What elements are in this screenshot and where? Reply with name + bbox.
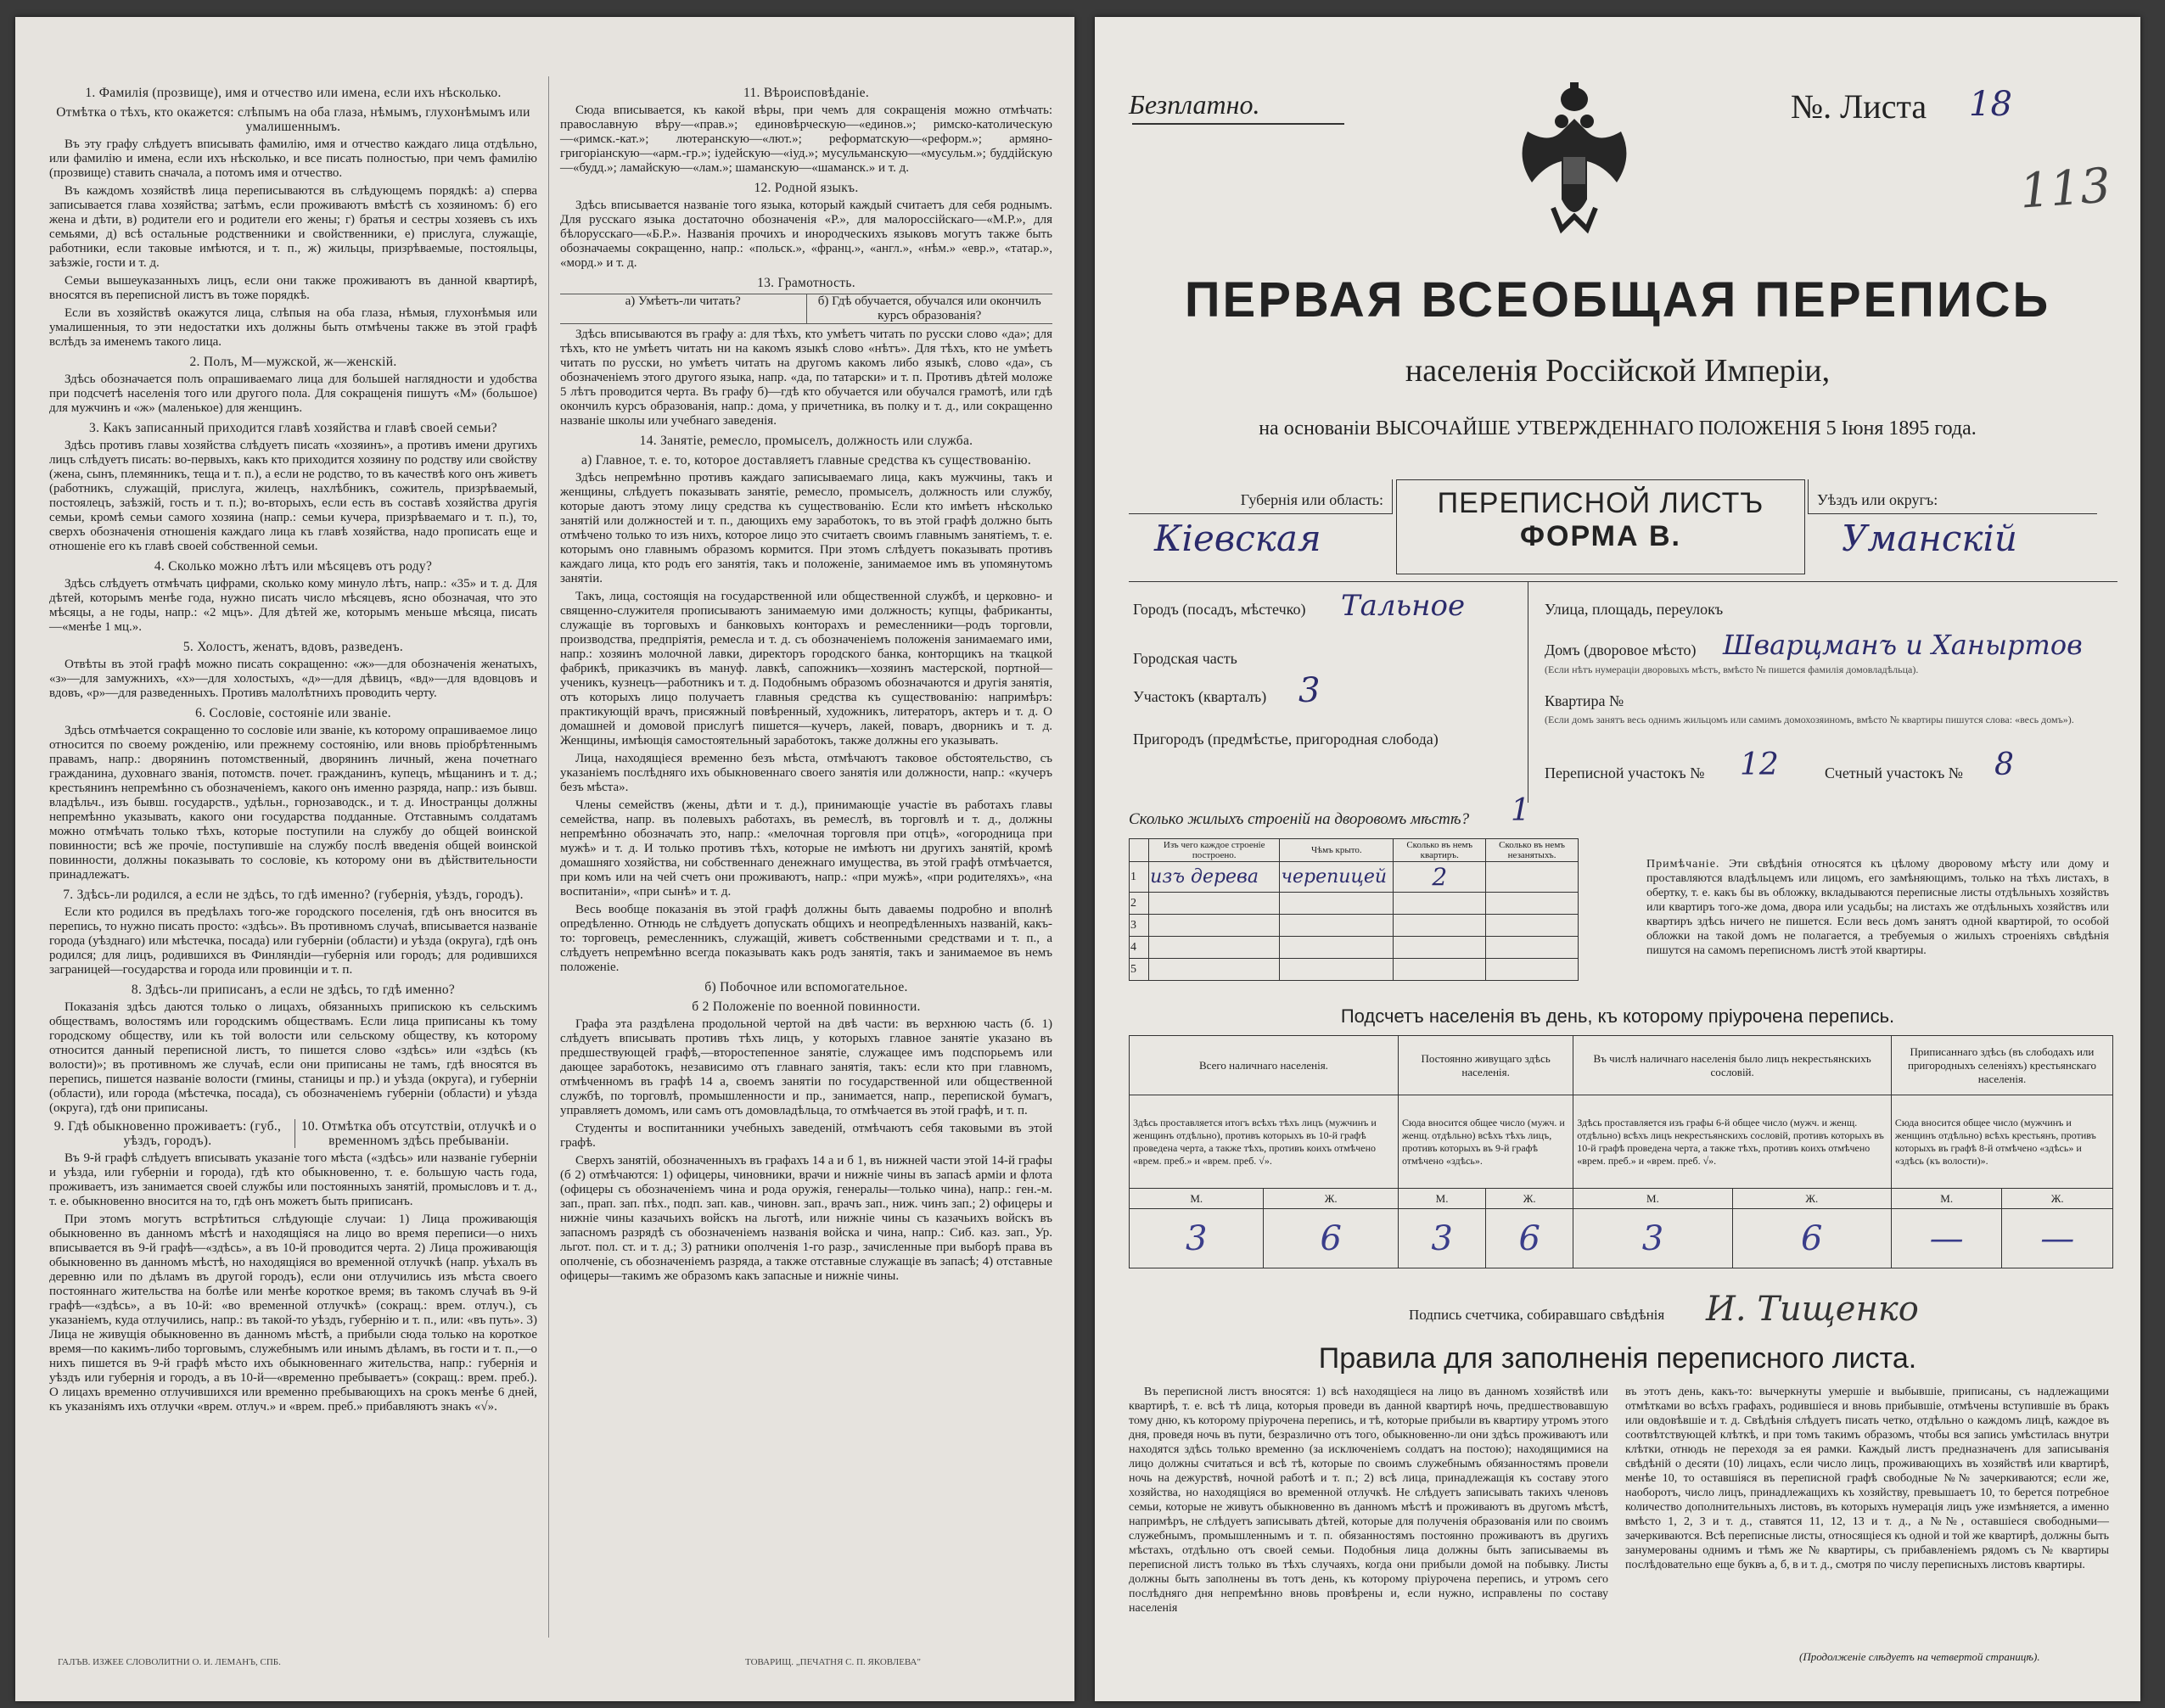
roof-cell (1280, 893, 1394, 915)
heading-registration: 8. Здѣсь-ли приписанъ, а если не здѣсь, то гдѣ именно? (131, 983, 456, 997)
paragraph: Здѣсь слѣдуетъ отмѣчать цифрами, сколько кому минуло лѣтъ, напр.: «35» и т. д. Для дѣтей, которымъ менѣе года, нужно писать число мѣсяцевъ, ясно обозначая, что это мѣсяцы, а не годы, напр.: «2 мцъ». Для дѣтей же, которымъ меньше мѣсяца, писать—«менѣе 1 мц.». (49, 577, 537, 634)
paragraph: Такъ, лица, состоящія на государственной или общественной службѣ, и церковно- и священно-служителя прописываютъ занимаемую ими должность; купцы, фабриканты, служащіе въ торговыхъ и банковыхъ конторахъ и ремесленники—родъ торговли, производства, предпріятія, ремесла и т. д. съ обозначеніемъ положенія занимаемаго ими, напр.: хозяинъ молочной лавки, директоръ городского банка, конторщикъ на ткацкой фабрикѣ, приказчикъ въ мануф. лавкѣ, сапожникъ—хозяинъ мастерской, портной—ученикъ, кузнецъ—работникъ и т. д. Подобнымъ образомъ обозначаются и другія занятія, отъ которыхъ лицо получаетъ главныя средства къ существованію: напримѣръ: практикующій врачъ, присяжный повѣренный, художникъ, литераторъ, актеръ и т. д. О домашней и домовой прислугѣ пишется—кучеръ, лакей, поваръ, дворникъ и т. д. Женщины, имѣющія самостоятельный заработокъ, также должны его указывать. (560, 590, 1052, 748)
male-label: М. (1573, 1189, 1732, 1209)
table-header-cell: Сколько въ немъ квартиръ. (1394, 839, 1486, 862)
sheet-number-label: №. Листа (1791, 87, 1927, 126)
page-title: ПЕРВАЯ ВСЕОБЩАЯ ПЕРЕПИСЬ (1184, 272, 2051, 328)
rules-continued: (Продолженіе слѣдуетъ на четвертой страницѣ). (1799, 1650, 2040, 1663)
row-number: 5 (1130, 959, 1149, 981)
form-letter: ФОРМА В. (1519, 520, 1682, 552)
female-label: Ж. (2002, 1189, 2113, 1209)
roof-cell (1280, 937, 1394, 959)
heading-birthplace: 7. Здѣсь-ли родился, а если не здѣсь, то гдѣ именно? (губернія, уѣздъ, городъ). (63, 888, 524, 902)
tally-header-cell: Всего наличнаго населенія. (1130, 1036, 1399, 1095)
table-row (1130, 893, 1579, 915)
material-cell (1149, 915, 1280, 937)
tally-desc-cell: Сюда вносится общее число (мужч. и женщ. отдѣльно) всѣхъ тѣхъ лицъ, противъ которыхъ въ 9-й графѣ отмѣчено «здѣсь». (1398, 1095, 1573, 1189)
roof-cell (1280, 959, 1394, 981)
paragraph: Здѣсь вписываются въ графу а: для тѣхъ, кто умѣетъ читать по русски слово «да»; для тѣхъ, кто не умѣетъ читать ни на какомъ языкѣ слово «нѣтъ». Для тѣхъ, кто не умѣетъ читать по русски, но умѣетъ читать на другомъ какомъ либо языкѣ, слово «да», съ обозначеніемъ этого другого языка, напр. «да, по татарски» и т. п. Противъ дѣтей моложе 5 лѣтъ проводится черта. Въ графу б)—гдѣ кто обучается или обучался грамотѣ, или гдѣ окончилъ курсъ образованія, напр.: дома, у причетника, въ полку и т. д., или сокращенно названіе школы или учебнаго заведенія. (560, 328, 1052, 428)
instructions-column-1 (49, 81, 537, 1418)
guberniya-label: Губернія или область: (1240, 491, 1383, 508)
legal-basis: на основаніи ВЫСОЧАЙШЕ УТВЕРЖДЕННАГО ПОЛОЖЕНІЯ 5 Іюня 1895 года. (1259, 417, 1977, 440)
column-divider (548, 76, 549, 1638)
paragraph: Сверхъ занятій, обозначенныхъ въ графахъ 14 а и б 1, въ нижней части этой 14-й графы (б 2) отмѣчаются: 1) офицеры, чиновники, врачи и нижніе чины въ запасѣ арміи и флота (офицеры съ обозначеніемъ чина и рода оружія, генералы—только чина), напр.: ген.-м. зап., прап. зап. пѣх., подп. зап. кав., чиновн. зап., врачъ зап., ниж. чинъ зап.; 2) офицеры и нижніе чины казачьихъ войскъ на льготѣ, или нижніе чины съ казачьихъ войскъ въ запасномъ разрядѣ съ обозначеніемъ названія войска и чина, напр.: Сиб. каз. зап., Ур. льгот. пол. ст. и т. д.; 3) ратники ополченія 1-го разр., зачисленные при выборѣ права въ ополченіе, съ обозначеніемъ разряда, а также отставные служащіе въ запасѣ; 4) отставные офицеры—такимъ же образомъ какъ запасные и нижніе чины. (560, 1154, 1052, 1283)
table-row (1130, 915, 1579, 937)
tally-value: 6 (1264, 1209, 1399, 1268)
heading-marital: 5. Холостъ, женатъ, вдовъ, разведенъ. (182, 640, 404, 654)
material-cell: изъ дерева (1149, 862, 1280, 893)
tally-value: 3 (1398, 1209, 1485, 1268)
tally-desc-cell: Здѣсь проставляется изъ графы 6-й общее число (мужч. и женщ. отдѣльно) всѣхъ лицъ некрестьянскихъ сословій, противъ которыхъ въ 10-й графѣ проведена черта, а также тѣхъ, противъ коихъ отмѣчено «врем. преб.» и «врем. преб. √». (1573, 1095, 1892, 1189)
apartments-cell (1394, 959, 1486, 981)
guberniya-box (1129, 479, 1393, 514)
tally-table (1129, 1035, 2113, 1268)
roof-cell: черепицей (1280, 862, 1394, 893)
house-note: (Если нѣтъ нумераціи дворовыхъ мѣстъ, вмѣсто № пишется фамилія домовладѣльца). (1545, 664, 1919, 675)
uezd-label: Уѣздъ или округъ: (1817, 491, 1938, 508)
uezd-box (1808, 479, 2097, 514)
district-value: 3 (1298, 671, 1321, 710)
paragraph: Показанія здѣсь даются только о лицахъ, обязанныхъ припискою къ сельскимъ обществамъ, волостямъ или городскимъ обществамъ. Если лица приписаны къ тому городскому обществу, или къ той волости или сельскому обществу, къ которому относится данный переписной листъ, то пишется слово «здѣсь» или «здѣсь (къ волости)»; въ противномъ же случаѣ, если они приписаны не тамъ, гдѣ вносятся въ перепись, пишется названіе волости (гмины, станицы и пр.) и уѣзда (округа), и губерніи (области), или города (мѣстечка, посада), съ обозначеніемъ губерніи (области) и уѣзда (округа), гдѣ они приписаны. (49, 1000, 537, 1115)
imperial-eagle-icon (1511, 81, 1638, 242)
tally-desc-cell: Здѣсь проставляется итогъ всѣхъ тѣхъ лицъ (мужчинъ и женщинъ отдѣльно), противъ которыхъ въ 10-й графѣ проведена черта, а также тѣхъ, противъ коихъ отмѣчено «врем. преб.» и «врем. преб. √». (1130, 1095, 1399, 1189)
male-label: М. (1891, 1189, 2002, 1209)
table-header-row (1130, 839, 1579, 862)
heading-age: 4. Сколько можно лѣтъ или мѣсяцевъ отъ роду? (154, 559, 433, 574)
tally-value: 3 (1130, 1209, 1264, 1268)
heading-military: б 2 Положеніе по военной повинности. (692, 1000, 921, 1014)
apartment-note: (Если домъ занятъ весь однимъ жильцомъ или самимъ домохозяиномъ, вмѣсто № квартиры пишутся слова: «весь домъ»). (1545, 714, 2074, 725)
apartments-cell: 2 (1394, 862, 1486, 893)
tally-value: 6 (1486, 1209, 1573, 1268)
guberniya-value: Кіевская (1154, 518, 1321, 559)
printer-imprint-right: ТОВАРИЩ. „ПЕЧАТНЯ С. П. ЯКОВЛЕВА" (745, 1657, 921, 1667)
table-row (1130, 862, 1579, 893)
sheet-number-value: 18 (1969, 85, 2012, 124)
instructions-page (15, 17, 1074, 1701)
row-number: 3 (1130, 915, 1149, 937)
margin-page-number: 113 (2017, 158, 2113, 220)
buildings-table (1129, 838, 1579, 981)
heading-occupation: 14. Занятіе, ремесло, промыселъ, должность или служба. (639, 434, 973, 448)
district-label: Участокъ (кварталъ) (1133, 688, 1267, 705)
paragraph: Семьи вышеуказанныхъ лицъ, если они также проживаютъ въ данной квартирѣ, вносятся въ переписной листъ въ тоже порядкѣ. (49, 274, 537, 302)
empty-cell (1486, 893, 1579, 915)
buildings-question: Сколько жилыхъ строеній на дворовомъ мѣстѣ? (1129, 810, 1470, 828)
count-area-label: Счетный участокъ № (1825, 764, 1963, 781)
paragraph: Студенты и воспитанники учебныхъ заведеній, отмѣчаютъ себя таковыми въ этой графѣ. (560, 1122, 1052, 1150)
table-header-cell: Изъ чего каждое строеніе построено. (1149, 839, 1280, 862)
tally-header-cell: Приписаннаго здѣсь (въ слободахъ или пригородныхъ селеніяхъ) крестьянскаго населенія. (1891, 1036, 2112, 1095)
town-value: Тальное (1341, 589, 1466, 623)
heading-disability-note: Отмѣтка о тѣхъ, кто окажется: слѣпымъ на оба глаза, нѣмымъ, глухонѣмымъ или умалишеннымъ. (56, 105, 530, 134)
paragraph: Здѣсь обозначается полъ опрашиваемаго лица для большей наглядности и удобства при подсчетѣ населенія того или другого пола. Для сокращенія пишутъ «М» (большое) для мужчинъ и «ж» (маленькое) для женщинъ. (49, 372, 537, 415)
buildings-value: 1 (1511, 793, 1530, 828)
table-header-cell: Сколько въ немъ незанятыхъ. (1486, 839, 1579, 862)
apartment-label: Квартира № (1545, 692, 1624, 709)
heading-language: 12. Родной языкъ. (754, 181, 859, 195)
paragraph: Здѣсь вписывается названіе того языка, который каждый считаетъ для себя роднымъ. Для русскаго языка достаточно обозначенія «Р.», для малороссійскаго—«М.Р.», для бѣлорусскаго—«Б.Р.». Названія прочихъ и инородческихъ языковъ могутъ также быть обозначаемы сокращенно, напр.: «польск.», «франц.», «англ.», «нѣм.» «евр.», «татар.», «морд.» и т. д. (560, 199, 1052, 270)
tally-desc-cell: Сюда вносится общее число (мужчинъ и женщинъ отдѣльно) всѣхъ крестьянъ, противъ которыхъ въ графѣ 8-й отмѣчено «здѣсь» и «здѣсь (къ волости)». (1891, 1095, 2112, 1189)
rules-column-1: Въ переписной листъ вносятся: 1) всѣ находящіеся на лицо въ данномъ хозяйствѣ или квартирѣ, т. е. всѣ тѣ лица, которыя проведи въ данной квартирѣ ночь, предшествовавшую тому дню, къ которому пріурочена перепись, и тѣ, которые прибыли въ квартиру утромъ этого дня, проведя ночь въ пути, безразлично отъ того, обыкновенно-ли они здѣсь проживаютъ или находятся здѣсь только временно (за исключеніемъ солдатъ на постою); находящимися на лицо должны считаться и всѣ тѣ, которые по своимъ служебнымъ обязанностямъ провели ночь на дежурствѣ, ночной работѣ и т. п.; 2) всѣ лица, принадлежащія къ составу этого хозяйства, но находящіяся во временной отлучкѣ. Не слѣдуетъ записывать такихъ членовъ семьи, которые не живутъ обыкновенно въ данномъ мѣстѣ и проживаютъ въ другомъ мѣстѣ, напримѣръ, не слѣдуетъ записывать дѣтей, которые для полученія образованія или по своимъ служебнымъ, промышленнымъ и т. п. обязанностямъ постоянно проживаютъ въ другихъ мѣстахъ, отдѣльно отъ своей семьи. Подобныя лица должны быть записываемы въ переписной листъ только въ тѣхъ случаяхъ, когда они прибыли домой на побывку. Листы должны быть заполнены въ тотъ день, къ которому пріурочена перепись, и утромъ сего послѣдняго дня непремѣнно вновь провѣрены и, если нужно, исправлены по составу населенія (1129, 1386, 1608, 1615)
paragraph: Графа эта раздѣлена продольной чертой на двѣ части: въ верхнюю часть (б. 1) слѣдуетъ вписывать противъ тѣхъ лицъ, у которыхъ главное занятіе указано въ предшествующей графѣ,—второстепенное занятіе, служащее имъ подспорьемъ или дающее заработокъ, независимо отъ главнаго занятія, такъ: если кто при главномъ, отмѣченномъ въ графѣ 14 а, своемъ занятіи по государственной или общественной службѣ, по торговлѣ, промышленности и пр., занимается, напр., перепиской бумагъ, управляетъ домомъ, или самъ отъ домовладѣльца, то отмѣчается въ этой графѣ, и т. п. (560, 1017, 1052, 1117)
heading-absence: 10. Отмѣтка объ отсутствіи, отлучкѣ и о временномъ здѣсь пребываніи. (294, 1119, 537, 1148)
male-label: М. (1398, 1189, 1485, 1209)
heading-name: 1. Фамилія (прозвище), имя и отчество или имена, если ихъ нѣсколько. (85, 86, 502, 100)
rules-title: Правила для заполненія переписного листа. (1318, 1342, 1917, 1375)
row-number: 2 (1130, 893, 1149, 915)
town-label: Городъ (посадъ, мѣстечко) (1133, 601, 1306, 618)
paragraph: Въ эту графу слѣдуетъ вписывать фамилію, имя и отчество каждаго лица отдѣльно, или фамилію и имена, если ихъ нѣсколько, и все писать полностью, при чемъ фамилію (прозвище) ставить сначала, а потомъ имя и отчество. (49, 137, 537, 180)
paragraph: Члены семействъ (жены, дѣти и т. д.), принимающіе участіе въ работахъ главы семейства, напр. въ полевыхъ работахъ, въ ремеслѣ, въ торговлѣ и т. д., должны непремѣнно обозначать это, напр.: «мелочная торговля при отцѣ», «огородница при мужѣ» и т. д. И только противъ тѣхъ, которые не имѣютъ ни другихъ занятій, кромѣ домашняго хозяйства, ни собственнаго денежнаго имущества, въ этой графѣ отмѣчается, при комъ или на чей счетъ они проживаютъ, напр.: «при мужѣ», «при родителяхъ», «на воспитаніи», «при сынѣ» и т. д. (560, 798, 1052, 899)
male-label: М. (1130, 1189, 1264, 1209)
signature-value: И. Тищенко (1706, 1290, 1919, 1329)
instructions-column-2 (560, 81, 1052, 1287)
census-form-page (1095, 17, 2140, 1701)
paragraph: При этомъ могутъ встрѣтиться слѣдующіе случаи: 1) Лица проживающія обыкновенно въ данномъ мѣстѣ и находящіяся на лицо во время переписи—о нихъ вписывается въ 9-й графѣ—«здѣсь», а въ 10-й проводится черта. 2) Лица проживающія обыкновенно въ данномъ мѣстѣ, но находящіяся во временной отлучкѣ (напр. уѣхалъ въ деревню или по дѣламъ въ другой городъ), если они отлучились изъ мѣста своего постояннаго жительства на болѣе или менѣе короткое время; въ такомъ случаѣ въ 9-й графѣ—«здѣсь», а въ 10-й: «во временной отлучкѣ» (сокращ.: врем. отлуч.), съ указаніемъ, куда отлучились, напр.: въ такой-то уѣздъ, губернію и т. п., или: «въ путь». 3) Лица не живущія обыкновенно въ данномъ мѣстѣ, а прибыли сюда только на короткое время—по какимъ-либо торговымъ, служебнымъ или инымъ дѣламъ, въ гости и т. п.,—о нихъ пишется въ 9-й графѣ мѣсто ихъ обыкновеннаго жительства, напр.: губернія и уѣздъ или губернія и городъ, а въ 10-й—«временно пребываетъ» (сокращ.: врем. преб.). О лицахъ временно отлучившихся или временно пребывающихъ на срокъ менѣе 6 дней, къ указаніямъ ихъ отлучки «врем. отлуч.» и «врем. преб.» прибавляютъ знакъ «√». (49, 1212, 537, 1414)
tally-desc-row (1130, 1095, 2113, 1189)
material-cell (1149, 959, 1280, 981)
literacy-question-a: а) Умѣетъ-ли читать? (625, 294, 741, 308)
page-subtitle: населенія Россійской Имперіи, (1405, 353, 1831, 389)
city-part-label: Городская часть (1133, 650, 1237, 667)
tally-value: 6 (1732, 1209, 1891, 1268)
house-value: Шварцманъ и Ханыртов (1723, 629, 2083, 661)
apartments-cell (1394, 937, 1486, 959)
form-title: ПЕРЕПИСНОЙ ЛИСТЪ (1437, 487, 1764, 519)
tally-value: 3 (1573, 1209, 1732, 1268)
paragraph: Въ каждомъ хозяйствѣ лица переписываются въ слѣдующемъ порядкѣ: а) сперва записывается глава хозяйства; затѣмъ, если проживаютъ вмѣстѣ съ хозяиномъ: б) его жена и дѣти, в) родители его и родители его жены; г) братья и сестры хозяевъ съ ихъ семьями, д) всѣ остальные родственники и свойственники, е) прислуга, служащіе, работники, если таковые имѣются, и т. п., ж) жильцы, призрѣваемые, постояльцы, заѣзжіе, гости и т. д. (49, 184, 537, 270)
paragraph: Весь вообще показанія въ этой графѣ должны быть даваемы подробно и вполнѣ опредѣленно. Отнюдь не слѣдуетъ допускать общихъ и неопредѣленныхъ названій, какъ-то: торговецъ, ремесленникъ, служащій, живетъ собственными средствами и т. п., а слѣдуетъ непремѣнно всегда показывать какъ родъ занятія, такъ и занимаемое въ немъ положеніе. (560, 903, 1052, 974)
material-cell (1149, 937, 1280, 959)
heading-sex: 2. Полъ, М—мужской, ж—женскій. (189, 355, 397, 369)
row-number: 4 (1130, 937, 1149, 959)
table-header-cell (1130, 839, 1149, 862)
paragraph: Здѣсь отмѣчается сокращенно то сословіе или званіе, къ которому опрашиваемое лицо относится по своему рожденію, или прежнему состоянію, или вновь пріобрѣтеннымъ правамъ, напр.: дворянинъ потомственный, дворянинъ личный, жена почетнаго гражданина, духовнаго званія, потомств. почет. гражданинъ, купецъ, мѣщанинъ и т. д.; крестьянинъ непремѣнно съ обозначеніемъ, какого онъ именно разряда, напр.: изъ бывш. владѣльч., изъ бывш. государств., удѣльн., горнозаводск., и т. д. Иностранцы должны непремѣнно указывать, какого они государства подданные. Отставнымъ солдатамъ можно отмѣчать только тѣхъ, которые поступили на службу до общей воинской повинности; всѣ же прочіе, поступившіе на службу послѣ введенія общей воинской повинности, должны показывать то сословіе, къ которому они въ дѣйствительности принадлежатъ. (49, 724, 537, 882)
paragraph: Если въ хозяйствѣ окажутся лица, слѣпыя на оба глаза, нѣмыя, глухонѣмыя или умалишенныя, то эти недостатки ихъ должны быть отмѣчены также въ этой графѣ вслѣдъ за именемъ такого лица. (49, 306, 537, 349)
heading-estate: 6. Сословіе, состояніе или званіе. (195, 706, 391, 720)
empty-cell (1486, 959, 1579, 981)
tally-header-cell: Постоянно живущаго здѣсь населенія. (1398, 1036, 1573, 1095)
heading-literacy: 13. Грамотность. (757, 276, 855, 290)
table-header-cell: Чѣмъ крыто. (1280, 839, 1394, 862)
paragraph: Сюда вписывается, къ какой вѣры, при чемъ для сокращенія можно отмѣчать: православную вѣру—«прав.»; единовѣрческую—«единов.»; римско-католическую—«римск.-кат.»; лютеранскую—«лют.»; реформатскую—«реформ.»; армяно-григоріанскую—«арм.-гр.»; іудейскую—«іуд.»; мусульманскую—«мусульм.»; буддійскую—«будд.»; ламайскую—«лам.»; шаманскую—«шаманск.» и т. д. (560, 104, 1052, 175)
address-block (1129, 581, 2117, 803)
form-title-box (1396, 479, 1805, 574)
table-row (1130, 937, 1579, 959)
empty-cell (1486, 862, 1579, 893)
underline (1132, 123, 1344, 125)
heading-residence: 9. Гдѣ обыкновенно проживаетъ: (губ., уѣздъ, городъ). (53, 1119, 282, 1148)
roof-cell (1280, 915, 1394, 937)
literacy-question-b: б) Гдѣ обучается, обучался или окончилъ курсъ образованія? (806, 294, 1053, 323)
heading-religion: 11. Вѣроисповѣданіе. (743, 86, 869, 100)
note-block (1646, 857, 2109, 958)
street-label: Улица, площадь, переулокъ (1545, 601, 1724, 618)
tally-title: Подсчетъ населенія въ день, къ которому пріурочена перепись. (1340, 1005, 1895, 1027)
house-label: Домъ (дворовое мѣсто) (1545, 641, 1697, 658)
rules-column-2: въ этотъ день, какъ-то: вычеркнуты умершіе и выбывшіе, приписаны, съ надлежащими отмѣтками во всѣхъ графахъ, родившіеся и вновь прибывшіе, отмѣчены вступившіе въ бракъ или овдовѣвшіе и т. д. Свѣдѣнія слѣдуетъ писать четко, отдѣльно о каждомъ лицѣ, каждое въ соотвѣтствующей клѣткѣ, и при томъ такимъ образомъ, чтобы вся запись умѣстилась внутри клѣтки, отнюдь не переходя за ея рамки. Каждый листъ предназначенъ для записыванія свѣдѣній о десяти (10) лицахъ, если число лицъ, проживающихъ въ хозяйствѣ или квартирѣ, менѣе 10, то оставшіяся въ переписной графѣ свободные №№ зачеркиваются; если же, наоборотъ, число лицъ, принадлежащихъ къ хозяйству, превышаетъ 10, то берется потребное количество дополнительныхъ листовъ, въ которыхъ нумерація лицъ уже измѣняется, а именно вмѣсто 1, 2, 3 и т. д., ставятся 11, 12, 13 и т. д., а №№, оставшіеся свободными—зачеркиваются. Всѣ переписные листы, относящіеся къ одной и той же квартирѣ, должны быть занумерованы однимъ и тѣмъ же № квартиры, съ прибавленіемъ рядомъ съ № квартиры послѣдовательно еще буквъ а, б, в и т. д., смотря по числу переписныхъ листовъ квартиры. (1625, 1386, 2109, 1571)
empty-cell (1486, 915, 1579, 937)
uezd-value: Уманскій (1842, 518, 2017, 559)
census-area-label: Переписной участокъ № (1545, 764, 1705, 781)
female-label: Ж. (1732, 1189, 1891, 1209)
tally-values-row (1130, 1209, 2113, 1268)
paragraph: Отвѣты въ этой графѣ можно писать сокращенно: «ж»—для обозначенія женатыхъ, «з»—для замужнихъ, «х»—для холостыхъ, «д»—для дѣвицъ, «вд»—для вдовцовъ и вдовъ, «р»—для разведенныхъ. Противъ малолѣтнихъ проводить черту. (49, 658, 537, 700)
paragraph: Если кто родился въ предѣлахъ того-же городского поселенія, гдѣ онъ вносится въ перепись, то нужно писать просто: «здѣсь». Въ противномъ случаѣ, вписывается названіе города (уѣзднаго) или мѣстечка, посада) или губерніи (области) и уѣзда (округа), гдѣ онъ родился; для лицъ, родившихся въ Финляндіи—губернія или городъ; для родившихся заграницей—государства и города или провинціи и т. п. (49, 905, 537, 977)
table-row (1130, 959, 1579, 981)
count-area-value: 8 (1994, 748, 2014, 782)
note-text: Эти свѣдѣнія относятся къ цѣлому дворовому мѣсту или дому и проставляются владѣльцемъ или лицомъ, его замѣняющимъ, только на тѣхъ листахъ, в обертку, т. е. какъ бы въ обложку, вкладываются переписные листы отдѣльныхъ хозяйствъ или квартиръ того-же дома, двора или усадьбы; на листахъ же отдѣльныхъ хозяйствъ или квартиръ здѣсь ничего не пишется. Если весь домъ занятъ одной квартирой, то особой обложки на такой домъ не полагается, а требуемыя о жилыхъ строеніяхъ свѣдѣнія пишутся на самомъ переписномъ листѣ этой квартиры. (1646, 858, 2109, 957)
paragraph: Въ 9-й графѣ слѣдуетъ вписывать указаніе того мѣста («здѣсь» или названіе губерніи и уѣзда, или губерніи и города), гдѣ кто обыкновенно, т. е. большую часть года, проживаетъ, изъ занимается своей службы или постоянныхъ занятій, промысловъ и т. д., т. е. обыкновенно вносится на то, гдѣ онъ можетъ быть приписанъ. (49, 1151, 537, 1208)
material-cell (1149, 893, 1280, 915)
apartments-cell (1394, 915, 1486, 937)
suburb-label: Пригородъ (предмѣстье, пригородная слобода) (1133, 731, 1439, 748)
heading-side-occupation: б) Побочное или вспомогательное. (704, 980, 908, 994)
tally-header-cell: Въ числѣ наличнаго населенія было лицъ некрестьянскихъ сословій. (1573, 1036, 1892, 1095)
note-title: Примѣчаніе. (1646, 858, 1720, 871)
paragraph: Здѣсь противъ главы хозяйства слѣдуетъ писать «хозяинъ», а противъ имени другихъ лицъ слѣдуетъ писать: во-первыхъ, какъ кто приходится хозяину по родству или свойству (жена, сынъ, племянникъ, теща и т. п.), а если не родство, то въ качествѣ кого онъ живетъ (работникъ, служащій, прислуга, жилецъ, нахлѣбникъ, сожитель, призрѣваемый, постоялецъ, заѣзжій, гость и т. п.); во-вторыхъ, если есть въ составѣ хозяйства другія семьи, кромѣ семьи самого хозяина (напр.: семьи кучера, призрѣваемаго и т. п.), то, сверхъ обозначенія отношенія каждаго лица къ главѣ хозяйства, надо прописать еще и отношеніе его къ главѣ своей собственной семьи. (49, 439, 537, 553)
tally-value: — (1891, 1209, 2002, 1268)
signature-label: Подпись счетчика, собиравшаго свѣдѣнія (1409, 1307, 1665, 1323)
tally-value: — (2002, 1209, 2113, 1268)
female-label: Ж. (1486, 1189, 1573, 1209)
tally-sex-row (1130, 1189, 2113, 1209)
heading-main-occupation: а) Главное, т. е. то, которое доставляетъ главные средства къ существованію. (581, 453, 1032, 468)
row-number: 1 (1130, 862, 1149, 893)
census-area-value: 12 (1740, 748, 1779, 782)
female-label: Ж. (1264, 1189, 1399, 1209)
empty-cell (1486, 937, 1579, 959)
heading-relation: 3. Какъ записанный приходится главѣ хозяйства и главѣ своей семьи? (89, 421, 497, 435)
printer-imprint-left: ГАЛЪВ. ИЗЖЕЕ СЛОВОЛИТНИ О. И. ЛЕМАНЪ, СПБ. (58, 1657, 281, 1667)
free-label: Безплатно. (1129, 89, 1260, 120)
paragraph: Здѣсь непремѣнно противъ каждаго записываемаго лица, какъ мужчины, такъ и женщины, слѣдуетъ показывать занятіе, ремесло, промыселъ, должность или службу, которые даютъ этому лицу средства къ существованію. Если кто имѣетъ нѣсколько занятій или должностей и т. п., дающихъ ему заработокъ, то въ этой графѣ должно быть отмѣчено только то изъ нихъ, которое лицо это считаетъ своимъ главнымъ занятіемъ, т. е. которымъ оно главнымъ образомъ кормится. При этомъ слѣдуетъ показывать противъ каждаго лица, кто родъ его занятія, такъ и положеніе, занимаемое имъ въ упомянутомъ занятіи. (560, 471, 1052, 585)
apartments-cell (1394, 893, 1486, 915)
tally-header-row (1130, 1036, 2113, 1095)
paragraph: Лица, находящіеся временно безъ мѣста, отмѣчаютъ таковое обстоятельство, съ указаніемъ послѣдняго ихъ обыкновеннаго своего занятія или должности, напр.: «кучеръ безъ мѣста». (560, 752, 1052, 794)
